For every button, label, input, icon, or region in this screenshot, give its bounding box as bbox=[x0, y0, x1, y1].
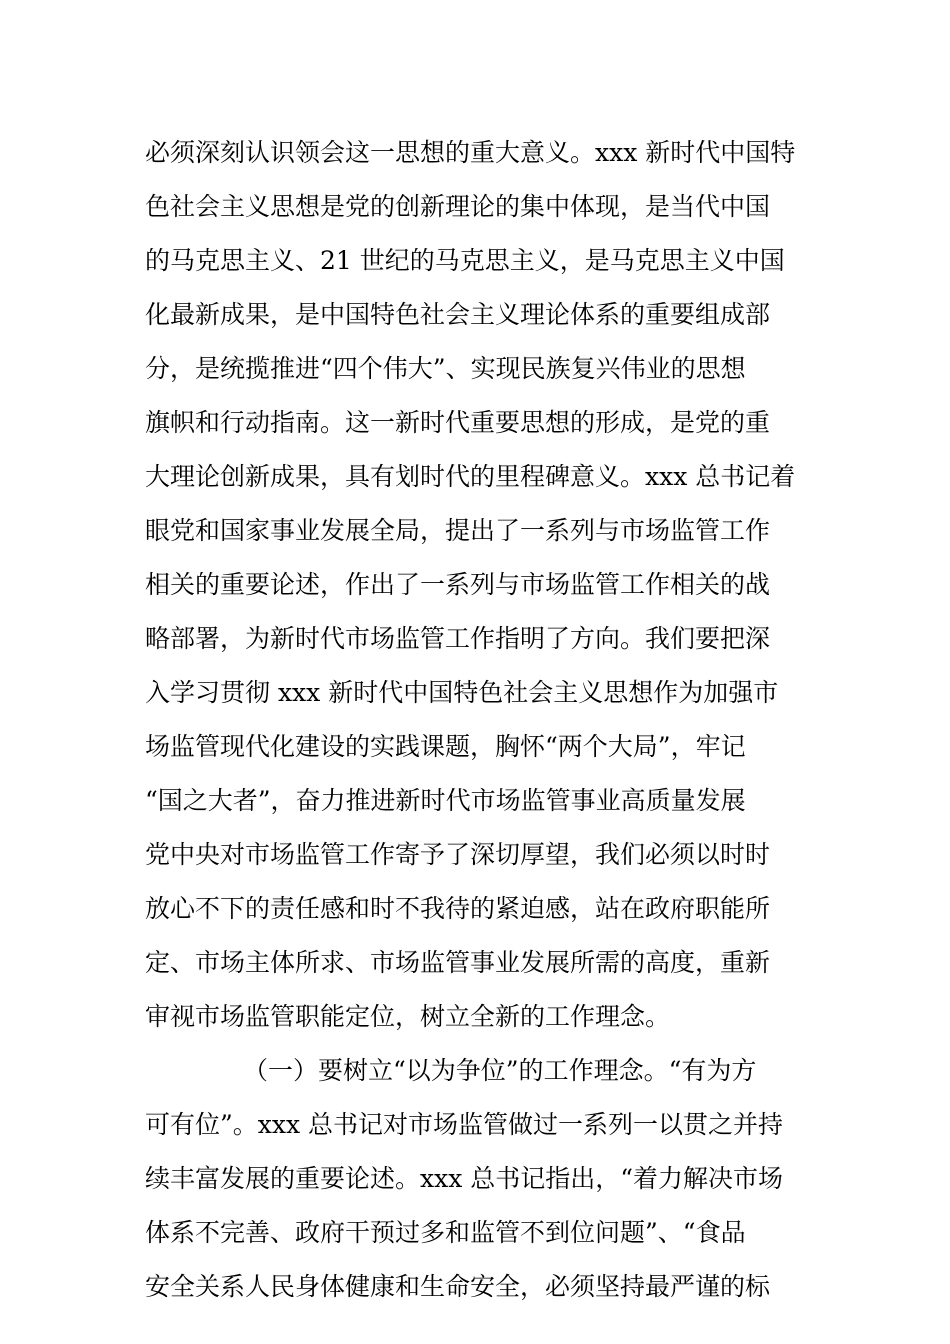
text-line: 分，是统揽推进“四个伟大”、实现民族复兴伟业的思想 bbox=[145, 354, 746, 383]
text-line: 必须深刻认识领会这一思想的重大意义。xxx 新时代中国特 bbox=[145, 138, 796, 167]
text-line: 略部署，为新时代市场监管工作指明了方向。我们要把深 bbox=[145, 624, 771, 653]
text-line: 党中央对市场监管工作寄予了深切厚望，我们必须以时时 bbox=[145, 840, 771, 869]
text-line: 旗帜和行动指南。这一新时代重要思想的形成，是党的重 bbox=[145, 408, 771, 437]
text-line: 大理论创新成果，具有划时代的里程碑意义。xxx 总书记着 bbox=[145, 462, 796, 491]
text-line: 场监管现代化建设的实践课题，胸怀“两个大局”，牢记 bbox=[145, 732, 746, 761]
text-line: “国之大者”，奋力推进新时代市场监管事业高质量发展 bbox=[145, 786, 746, 815]
text-line: 入学习贯彻 xxx 新时代中国特色社会主义思想作为加强市 bbox=[145, 678, 779, 707]
section-heading-line: （一）要树立“以为争位”的工作理念。“有为方 bbox=[243, 1056, 757, 1085]
text-line: 定、市场主体所求、市场监管事业发展所需的高度，重新 bbox=[145, 948, 771, 977]
text-line: 的马克思主义、21 世纪的马克思主义，是马克思主义中国 bbox=[145, 246, 785, 275]
text-line: 审视市场监管职能定位，树立全新的工作理念。 bbox=[145, 1002, 671, 1031]
text-line: 体系不完善、政府干预过多和监管不到位问题”、“食品 bbox=[145, 1218, 746, 1247]
text-line: 色社会主义思想是党的创新理论的集中体现，是当代中国 bbox=[145, 192, 771, 221]
text-line: 眼党和国家事业发展全局，提出了一系列与市场监管工作 bbox=[145, 516, 771, 545]
text-line: 相关的重要论述，作出了一系列与市场监管工作相关的战 bbox=[145, 570, 771, 599]
text-line: 续丰富发展的重要论述。xxx 总书记指出，“着力解决市场 bbox=[145, 1164, 784, 1193]
document-body bbox=[145, 126, 810, 1314]
text-line: 可有位”。xxx 总书记对市场监管做过一系列一以贯之并持 bbox=[145, 1110, 784, 1139]
text-line: 化最新成果，是中国特色社会主义理论体系的重要组成部 bbox=[145, 300, 771, 329]
text-line: 安全关系人民身体健康和生命安全，必须坚持最严谨的标 bbox=[145, 1272, 771, 1301]
text-line: 放心不下的责任感和时不我待的紧迫感，站在政府职能所 bbox=[145, 894, 771, 923]
